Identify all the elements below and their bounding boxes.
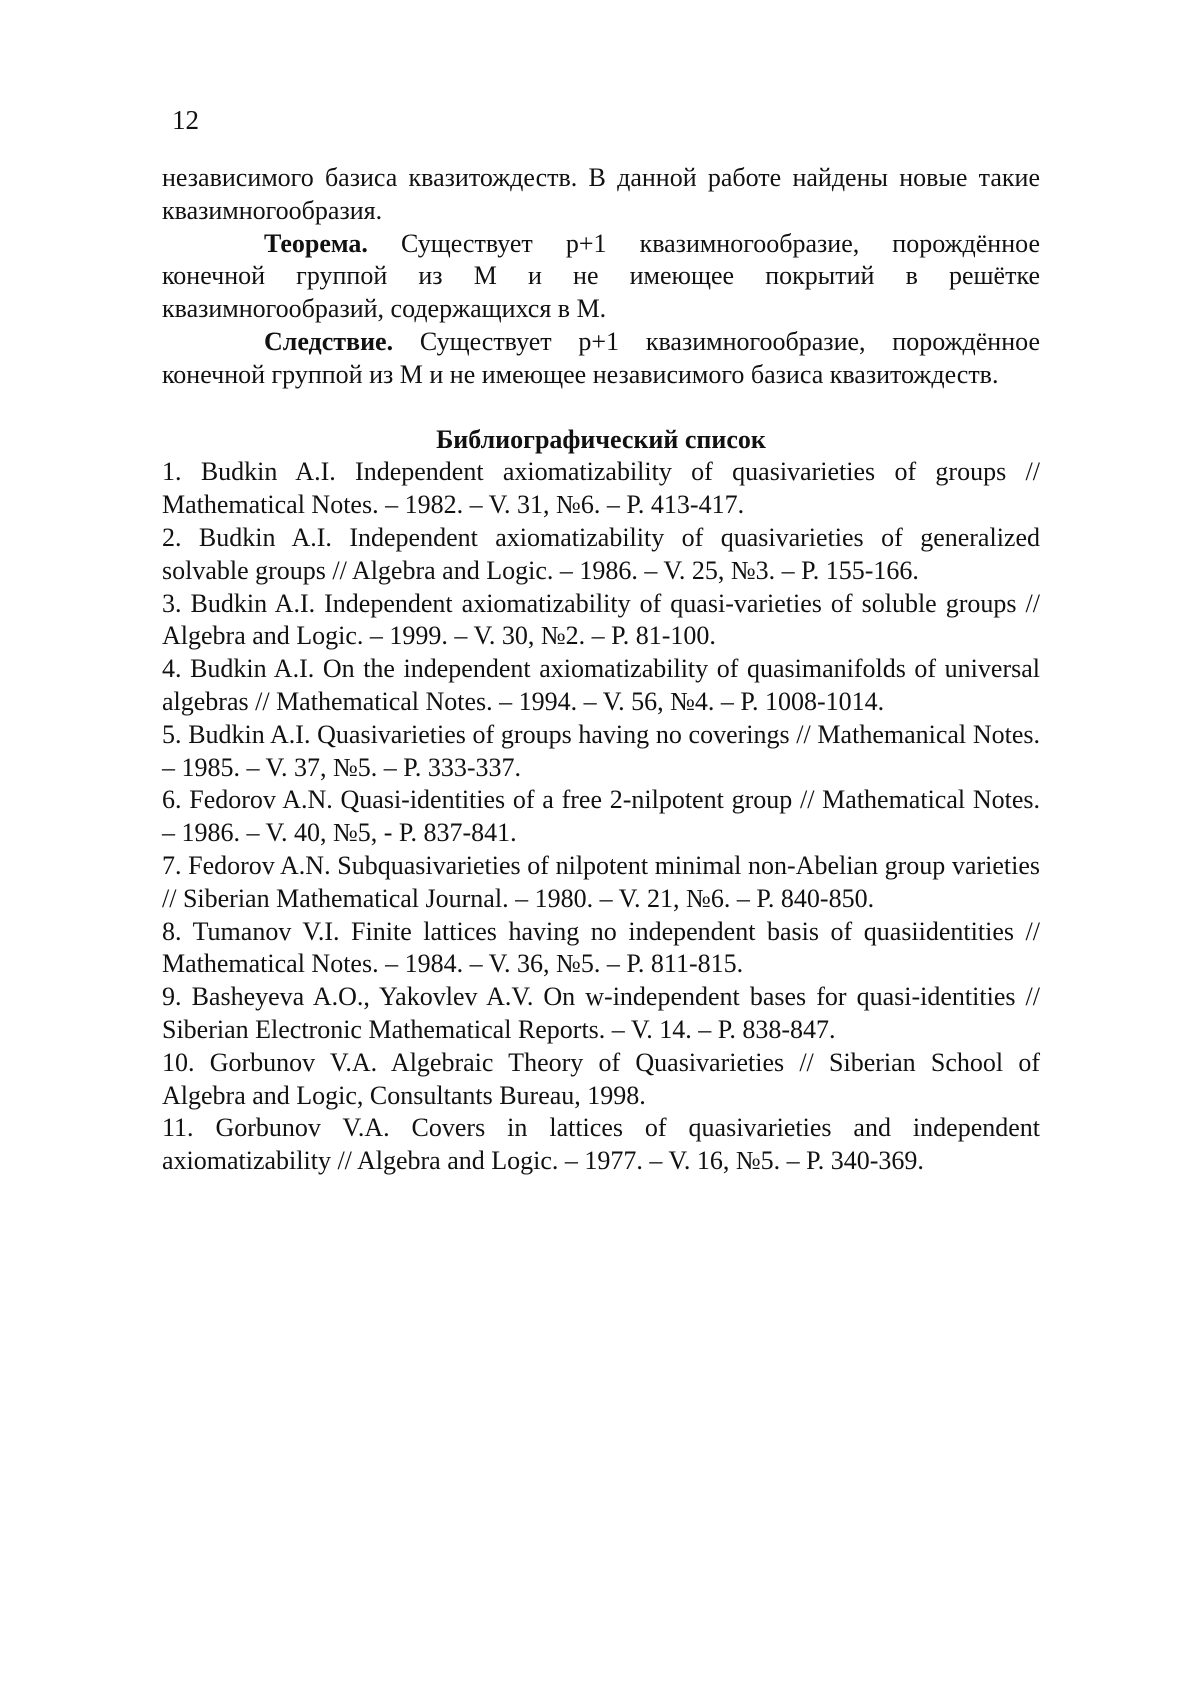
bibliography-heading: Библиографический список xyxy=(162,424,1040,457)
corollary-paragraph xyxy=(162,326,1040,392)
bibliography-item: 5. Budkin A.I. Quasivarieties of groups having no coverings // Mathemanical Notes. – 1985. – V. 37, №5. – P. 333-337. xyxy=(162,719,1040,785)
theorem-text: Существует p+1 квазимногообразие, порождённое конечной группой из М и не имеющее покрытий в решётке квазимногообразий, содержащихся в М. xyxy=(162,229,1040,324)
page-number: 12 xyxy=(172,104,199,136)
body-text xyxy=(162,162,1040,1178)
bibliography-item: 6. Fedorov A.N. Quasi-identities of a free 2-nilpotent group // Mathematical Notes. – 1986. – V. 40, №5, - P. 837-841. xyxy=(162,784,1040,850)
bibliography-item: 7. Fedorov A.N. Subquasivarieties of nilpotent minimal non-Abelian group varieties // Siberian Mathematical Journal. – 1980. – V. 21, №6. – P. 840-850. xyxy=(162,850,1040,916)
intro-paragraph: независимого базиса квазитождеств. В данной работе найдены новые такие квазимногообразия. xyxy=(162,162,1040,228)
corollary-term: Следствие. xyxy=(264,327,393,356)
theorem-term: Теорема. xyxy=(264,229,368,258)
bibliography-item: 10. Gorbunov V.A. Algebraic Theory of Quasivarieties // Siberian School of Algebra and Logic, Consultants Bureau, 1998. xyxy=(162,1047,1040,1113)
corollary-text: Существует p+1 квазимногообразие, порождённое конечной группой из М и не имеющее независимого базиса квазитождеств. xyxy=(162,327,1040,389)
bibliography-item: 1. Budkin A.I. Independent axiomatizability of quasivarieties of groups // Mathematical Notes. – 1982. – V. 31, №6. – P. 413-417. xyxy=(162,456,1040,522)
bibliography-item: 4. Budkin A.I. On the independent axiomatizability of quasimanifolds of universal algebras // Mathematical Notes. – 1994. – V. 56, №4. – P. 1008-1014. xyxy=(162,653,1040,719)
bibliography-item: 9. Basheyeva A.O., Yakovlev A.V. On w-independent bases for quasi-identities // Siberian Electronic Mathematical Reports. – V. 14. – P. 838-847. xyxy=(162,981,1040,1047)
bibliography-item: 3. Budkin A.I. Independent axiomatizability of quasi-varieties of soluble groups // Algebra and Logic. – 1999. – V. 30, №2. – P. 81-100. xyxy=(162,588,1040,654)
bibliography-item: 2. Budkin A.I. Independent axiomatizability of quasivarieties of generalized solvable groups // Algebra and Logic. – 1986. – V. 25, №3. – P. 155-166. xyxy=(162,522,1040,588)
bibliography-item: 8. Tumanov V.I. Finite lattices having no independent basis of quasiidentities // Mathematical Notes. – 1984. – V. 36, №5. – P. 811-815. xyxy=(162,916,1040,982)
bibliography-item: 11. Gorbunov V.A. Covers in lattices of quasivarieties and independent axiomatizability // Algebra and Logic. – 1977. – V. 16, №5. – P. 340-369. xyxy=(162,1112,1040,1178)
theorem-paragraph xyxy=(162,228,1040,326)
bibliography-list xyxy=(162,456,1040,1178)
